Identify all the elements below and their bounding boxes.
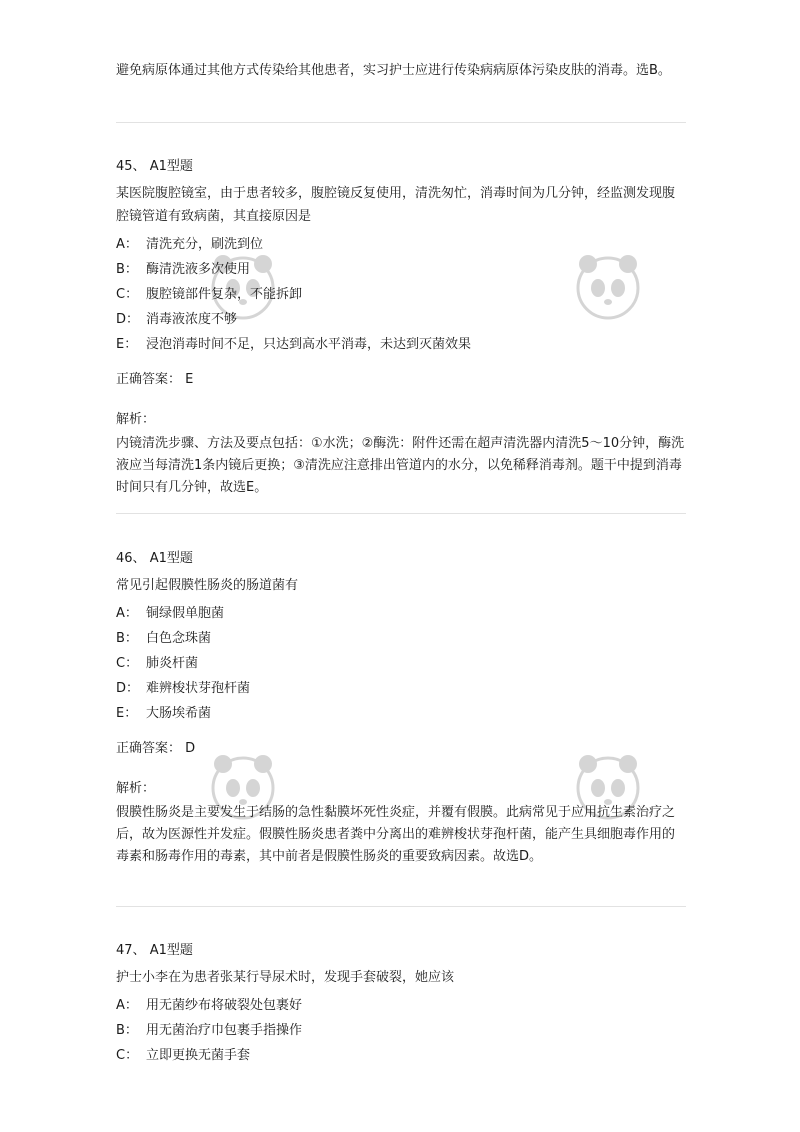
option-letter: D：	[116, 681, 140, 696]
analysis-label: 解析：	[116, 412, 156, 427]
answer-value: D	[185, 741, 196, 756]
option-a	[116, 232, 686, 257]
option-letter: B：	[116, 262, 138, 277]
question-type: A1型题	[149, 159, 193, 174]
option-text: 立即更换无菌手套	[146, 1048, 251, 1063]
question-number: 45	[116, 159, 133, 174]
option-e	[116, 701, 686, 726]
option-text: 大肠埃希菌	[146, 706, 212, 721]
divider	[116, 513, 686, 514]
analysis-text: 内镜清洗步骤、方法及要点包括：①水洗；②酶洗：附件还需在超声清洗器内清洗5～10分钟，酶洗液应当每清洗1条内镜后更换；③清洗应注意排出管道内的水分，以免稀释消毒剂。题干中提到消毒时间只有几分钟，故选E。	[116, 436, 685, 495]
option-text: 肺炎杆菌	[146, 656, 199, 671]
option-c	[116, 1043, 686, 1068]
option-text: 用无菌纱布将破裂处包裹好	[146, 998, 303, 1013]
option-letter: D：	[116, 312, 140, 327]
analysis-text: 假膜性肠炎是主要发生于结肠的急性黏膜坏死性炎症，并覆有假膜。此病常见于应用抗生素治疗之后，故为医源性并发症。假膜性肠炎患者粪中分离出的难辨梭状芽孢杆菌，能产生具细胞毒作用的毒素和肠毒作用的毒素，其中前者是假膜性肠炎的重要致病因素。故选D。	[116, 805, 676, 864]
question-sep: 、	[132, 551, 146, 566]
question-46	[116, 548, 686, 868]
question-45	[116, 156, 686, 499]
option-a	[116, 601, 686, 626]
analysis-label: 解析：	[116, 781, 156, 796]
option-letter: A：	[116, 606, 138, 621]
divider	[116, 122, 686, 123]
option-text: 清洗充分，刷洗到位	[146, 237, 264, 252]
option-text: 难辨梭状芽孢杆菌	[146, 681, 251, 696]
question-number: 46	[116, 551, 133, 566]
previous-analysis-tail: 避免病原体通过其他方式传染给其他患者，实习护士应进行传染病病原体污染皮肤的消毒。选B。	[116, 63, 671, 78]
option-text: 用无菌治疗巾包裹手指操作	[146, 1023, 303, 1038]
option-letter: E：	[116, 337, 138, 352]
question-47	[116, 940, 686, 1068]
option-d	[116, 676, 686, 701]
option-e	[116, 332, 686, 357]
question-header	[116, 548, 686, 570]
question-stem: 某医院腹腔镜室，由于患者较多，腹腔镜反复使用，清洗匆忙，消毒时间为几分钟，经监测发现腹腔镜管道有致病菌，其直接原因是	[116, 186, 676, 224]
question-type: A1型题	[149, 551, 193, 566]
option-text: 铜绿假单胞菌	[146, 606, 225, 621]
option-text: 消毒液浓度不够	[146, 312, 238, 327]
option-letter: C：	[116, 1048, 139, 1063]
option-b	[116, 626, 686, 651]
option-b	[116, 1018, 686, 1043]
option-a	[116, 993, 686, 1018]
answer-value: E	[185, 372, 194, 387]
question-stem: 护士小李在为患者张某行导尿术时，发现手套破裂，她应该	[116, 970, 455, 985]
option-text: 浸泡消毒时间不足，只达到高水平消毒，未达到灭菌效果	[146, 337, 472, 352]
option-letter: B：	[116, 1023, 138, 1038]
option-c	[116, 651, 686, 676]
correct-answer	[116, 738, 686, 760]
question-stem: 常见引起假膜性肠炎的肠道菌有	[116, 578, 299, 593]
option-d	[116, 307, 686, 332]
divider	[116, 906, 686, 907]
option-letter: C：	[116, 656, 139, 671]
question-header	[116, 940, 686, 962]
option-letter: B：	[116, 631, 138, 646]
correct-answer	[116, 369, 686, 391]
option-letter: A：	[116, 237, 138, 252]
option-b	[116, 257, 686, 282]
option-text: 腹腔镜部件复杂，不能拆卸	[146, 287, 303, 302]
option-letter: C：	[116, 287, 139, 302]
question-sep: 、	[132, 943, 146, 958]
option-text: 白色念珠菌	[146, 631, 212, 646]
question-sep: 、	[132, 159, 146, 174]
question-number: 47	[116, 943, 133, 958]
option-c	[116, 282, 686, 307]
answer-label: 正确答案：	[116, 372, 182, 387]
option-text: 酶清洗液多次使用	[146, 262, 251, 277]
question-header	[116, 156, 686, 178]
option-letter: A：	[116, 998, 138, 1013]
option-letter: E：	[116, 706, 138, 721]
question-type: A1型题	[149, 943, 193, 958]
answer-label: 正确答案：	[116, 741, 182, 756]
